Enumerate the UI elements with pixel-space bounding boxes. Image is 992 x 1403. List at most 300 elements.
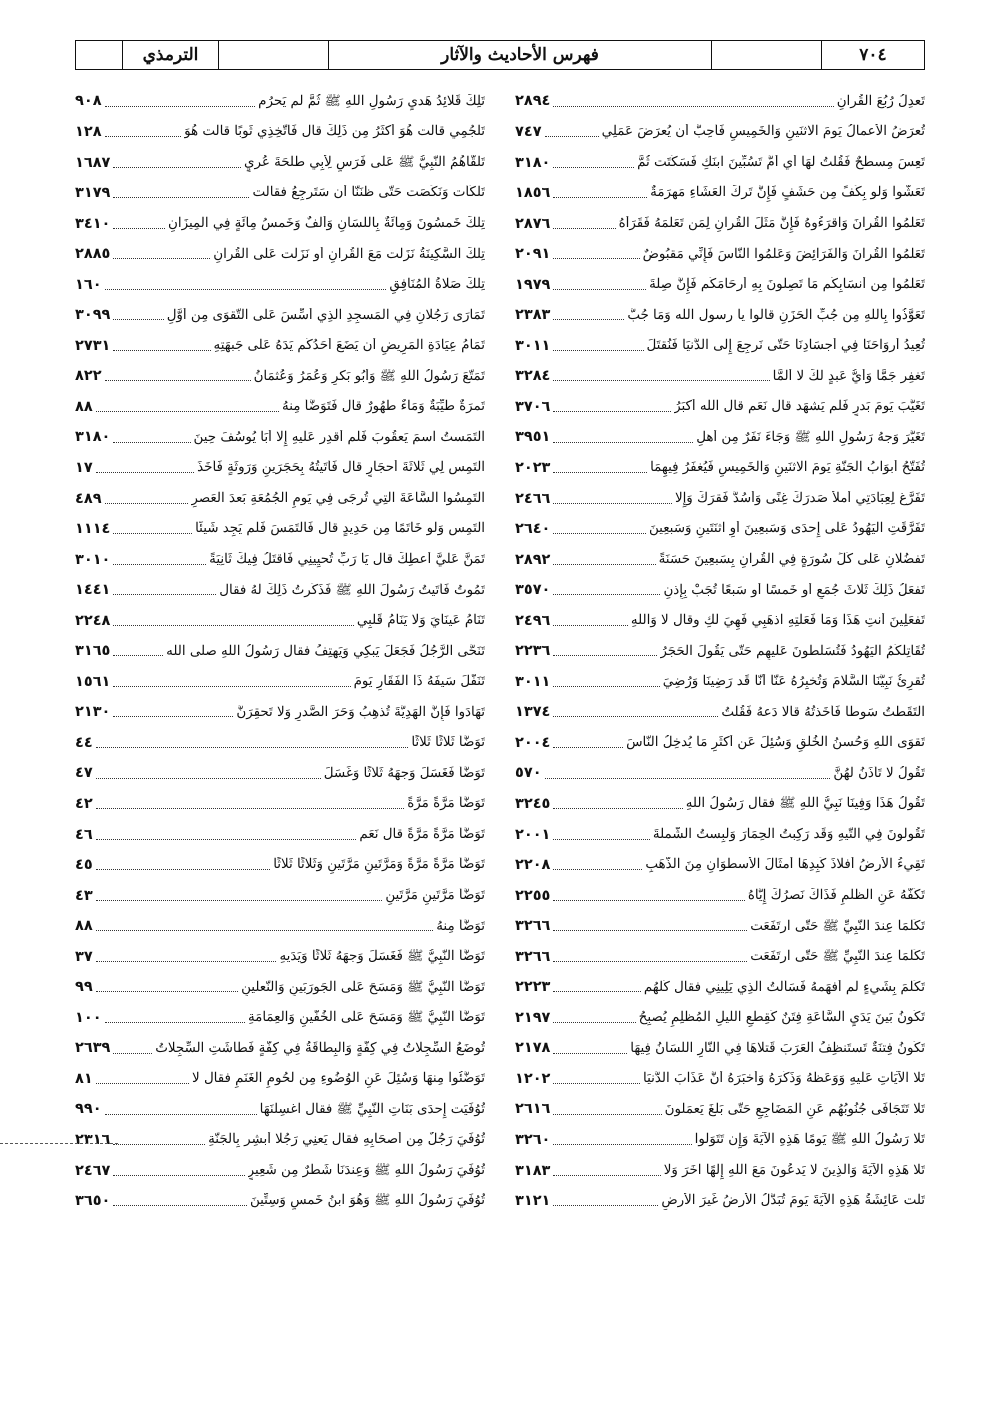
index-entry	[515, 909, 925, 940]
entry-text: تَنَامُ عَينَايَ وَلَا يَنَامُ قَلبِي	[356, 613, 485, 629]
dot-leader	[553, 900, 744, 901]
hadith-number: ٨٨	[75, 918, 93, 935]
hadith-number: ٥٧٠	[515, 765, 542, 782]
index-entry	[515, 1092, 925, 1123]
hadith-number: ٢٢٠٨	[515, 857, 551, 874]
dot-leader	[96, 930, 434, 931]
entry-text: تَلَكَّأَت وَنَكَصَت حَتَّى ظَنَنَّا أَن سَتَرجِعُ فقالت	[252, 185, 485, 201]
hadith-number: ٢٤٦٦	[515, 490, 551, 507]
entry-text: تُعرَضُ الأَعمالُ يَومَ الاثنَينِ وَالخَمِيسِ فَأُحِبُّ أَن يُعرَضَ عَمَلِي	[601, 124, 925, 140]
dot-leader	[553, 808, 682, 809]
index-entry	[515, 206, 925, 237]
dot-leader	[553, 442, 693, 443]
entry-text: تُعِيدُ أَروَاحَنَا فِي أَجسَادِنَا حَتَّى نَرجِعَ إِلَى الدُّنيَا فَنُقتَلَ	[646, 338, 925, 354]
hadith-number: ٣٠١٠	[75, 551, 111, 568]
dot-leader	[113, 442, 190, 443]
dot-leader	[96, 839, 357, 840]
dot-leader	[553, 1022, 635, 1023]
index-entry	[75, 206, 485, 237]
dot-leader	[553, 961, 747, 962]
index-entry	[515, 725, 925, 756]
dot-leader	[96, 991, 238, 992]
hadith-number: ٣٢٤٥	[515, 796, 551, 812]
entry-text: تُوُفِّيَت إِحدَى بَنَاتِ النَّبِيِّ ﷺ فقال اغسِلنَهَا	[259, 1101, 485, 1117]
entry-text: تَعَشَّوا وَلَو بِكَفٍّ مِن حَشَفٍ فَإِنَّ تَركَ العَشَاءِ مَهرَمَةٌ	[650, 185, 925, 201]
page-number: ٧٠٤	[821, 41, 924, 69]
index-entry	[515, 512, 925, 543]
index-entry	[515, 451, 925, 482]
index-entry	[75, 756, 485, 787]
hadith-number: ١٤٤١	[75, 582, 111, 599]
dot-leader	[553, 350, 643, 351]
entry-text: تَوَضَّأ مِنهُ	[436, 918, 485, 934]
dot-leader	[96, 1083, 189, 1084]
hadith-number: ٢٨٩٤	[515, 93, 551, 110]
dot-leader	[553, 594, 660, 595]
entry-text: تُقَاتِلُكُمُ اليَهُودُ فَتُسَلَّطُونَ عَلَيهِم حَتَّى يَقُولَ الحَجَرُ	[660, 643, 925, 659]
hadith-number: ٨٨	[75, 398, 93, 415]
index-entry	[75, 237, 485, 268]
hadith-number: ٢٧٣١	[75, 337, 111, 354]
entry-text: تَغَيَّبَ يَومَ بَدرٍ فَلَم يَشهَد قال نَعَم قال الله أَكبَرُ	[674, 399, 925, 415]
hadith-number: ٣٩٥١	[515, 429, 551, 446]
index-entry	[75, 1092, 485, 1123]
hadith-number: ٢٨٩٢	[515, 551, 551, 568]
dot-leader	[553, 472, 647, 473]
index-entry	[75, 634, 485, 665]
header-spacer	[711, 41, 821, 69]
page-title: فهرس الأحاديث والآثار	[328, 41, 711, 69]
dot-leader	[553, 991, 640, 992]
index-entry	[75, 176, 485, 207]
index-entry	[515, 573, 925, 604]
dot-leader	[553, 533, 646, 534]
index-entry	[515, 1031, 925, 1062]
index-entry	[75, 512, 485, 543]
hadith-number: ٣١٨٠	[75, 429, 111, 446]
hadith-number: ٢٤٩٦	[515, 612, 551, 629]
dot-leader	[105, 289, 387, 290]
dot-leader	[553, 380, 769, 381]
hadith-number: ٤٨٩	[75, 490, 102, 507]
hadith-number: ٣١٦٥	[75, 643, 111, 660]
entry-text: تَمُوتُ فَأَتَيتُ رَسُولَ اللهِ ﷺ فَذَكَرتُ ذَلِكَ لَهُ فقال	[219, 582, 485, 598]
dot-leader	[113, 655, 163, 656]
entry-text: تَوَضَّأَ مَرَّةً مَرَّةً	[407, 796, 485, 812]
entry-text: التَقَطتُ سَوطًا فَأَخَذتُهُ قالا دَعهُ فَقُلتُ	[721, 704, 925, 720]
hadith-number: ٢٢٤٨	[75, 612, 111, 629]
entry-text: تَكُونُ بَينَ يَدَيِ السَّاعَةِ فِتَنٌ كَقِطَعِ اللَّيلِ المُظلِمِ يُصبِحُ	[638, 1010, 925, 1026]
entry-text: تَوَضَّأَ مَرَّةً مَرَّةً وَمَرَّتَينِ مَرَّتَينِ وَثَلَاثًا ثَلَاثًا	[273, 857, 485, 873]
index-entry	[515, 1153, 925, 1184]
index-entry	[515, 664, 925, 695]
index-entry	[515, 1000, 925, 1031]
entry-text: تَوَضَّأَ النَّبِيُّ ﷺ وَمَسَحَ عَلَى الجَورَبَينِ وَالنَّعلَينِ	[241, 979, 485, 995]
hadith-number: ٨٢٢	[75, 368, 102, 385]
entry-text: تَقِيءُ الأَرضُ أَفلَاذَ كَبِدِهَا أَمثَالَ الأُسطُوَانِ مِنَ الذَّهَبِ	[645, 857, 925, 873]
hadith-number: ٢٣١٦	[75, 1132, 111, 1149]
entry-text: التَمِس لِي ثَلَاثَةَ أَحجَارٍ قال فَأَتَيتُهُ بِحَجَرَينِ وَرَوثَةٍ فَأَخَذَ	[197, 460, 485, 476]
book-name: الترمذي	[122, 41, 218, 69]
index-entry	[75, 298, 485, 329]
entry-text: تَمرَةٌ طَيِّبَةٌ وَمَاءٌ طَهُورٌ قال فَتَوَضَّأَ مِنهُ	[282, 399, 485, 415]
dot-leader	[553, 1083, 640, 1084]
dot-leader	[96, 778, 321, 779]
entry-text: تَوَضَّأَ ثَلَاثًا ثَلَاثًا	[411, 735, 485, 751]
entry-text: تَعَلَّمُوا القُرآنَ وَالفَرَائِضَ وَعَلِّمُوا النَّاسَ فَإِنِّي مَقبُوضٌ	[642, 246, 925, 262]
index-entry	[75, 909, 485, 940]
hadith-number: ٢٤٦٧	[75, 1162, 111, 1179]
dot-leader	[553, 411, 671, 412]
hadith-number: ٣١٧٩	[75, 185, 111, 202]
entry-text: تَغفِر جَمًّا وَأَيُّ عَبدٍ لَكَ لَا أَلَمَّا	[772, 368, 925, 384]
index-entry	[515, 84, 925, 115]
entry-text: تَمَامُ عِيَادَةِ المَرِيضِ أَن يَضَعَ أَحَدُكُم يَدَهُ عَلَى جَبهَتِهِ	[213, 338, 485, 354]
index-entry	[75, 267, 485, 298]
hadith-number: ٣٧	[75, 948, 93, 965]
entry-text: تَقُولُ لَا تَأذَنُ لَهُنَّ	[833, 765, 925, 781]
dot-leader	[113, 564, 206, 565]
dot-leader	[113, 594, 216, 595]
hadith-number: ٣٠٩٩	[75, 307, 111, 324]
index-entry	[515, 359, 925, 390]
entry-text: تَنَحَّى الرَّجُلُ فَجَعَلَ يَبكِي وَيَهتِفُ فقال رَسُولُ اللهِ صلى الله	[166, 643, 485, 659]
index-entry	[75, 878, 485, 909]
dot-leader	[105, 106, 256, 107]
hadith-number: ٢٠٠١	[515, 826, 551, 843]
entry-text: تَعَلَّمُوا مِن أَنسَابِكُم مَا تَصِلُونَ بِهِ أَرحَامَكُم فَإِنَّ صِلَةَ	[649, 277, 925, 293]
entry-text: تَفضُلانِ عَلَى كُلِّ سُورَةٍ فِي القُرآنِ بِسَبعِينَ حَسَنَةً	[658, 552, 925, 567]
hadith-number: ٢٠٩١	[515, 246, 551, 263]
entry-text: تَفعَلُ ذَلِكَ ثَلَاثَ جُمَعٍ أَو خَمسًا أَو سَبعًا تُجَبْ بِإِذنِ	[663, 582, 925, 598]
dot-leader	[113, 1205, 247, 1206]
dot-leader	[96, 411, 279, 412]
hadith-number: ١٩٧٩	[515, 276, 551, 293]
dot-leader	[553, 1114, 661, 1115]
hadith-number: ٢١٣٠	[75, 704, 111, 721]
entry-text: تَلَا هَذِهِ الآيَةَ وَالَّذِينَ لَا يَدعُونَ مَعَ اللهِ إِلَهًا آخَرَ وَلَا	[663, 1162, 925, 1178]
hadith-number: ١٢٠٢	[515, 1070, 551, 1087]
entry-text: تَوَضَّأَ النَّبِيُّ ﷺ وَمَسَحَ عَلَى الخُفَّينِ وَالعِمَامَةِ	[247, 1010, 485, 1026]
entry-text: تَقُولُونَ فِي التَّيهِ وَقَد رَكِبتُ الحِمَارَ وَلَبِستُ الشَّملَةَ	[652, 826, 925, 842]
dot-leader	[96, 747, 409, 748]
hadith-number: ١١١٤	[75, 521, 111, 538]
hadith-number: ٢٢٥٥	[515, 887, 551, 904]
hadith-number: ٣١٨٠	[515, 154, 551, 171]
header-spacer	[218, 41, 328, 69]
index-columns	[75, 84, 925, 1284]
entry-text: تَوَضَّأَ مَرَّتَينِ مَرَّتَينِ	[385, 888, 485, 904]
hadith-number: ٣١٢١	[515, 1193, 551, 1210]
entry-text: تَلَا رَسُولُ اللهِ ﷺ يَومًا هَذِهِ الآيَةَ وَإِن تَتَوَلَّوا	[694, 1132, 925, 1148]
index-entry	[75, 1153, 485, 1184]
entry-text: تَوَضَّأَ مَرَّةً مَرَّةً قال نَعَم	[359, 826, 485, 842]
entry-text: تَغَيَّرَ وَجهُ رَسُولِ اللهِ ﷺ وَجَاءَ نَفَرٌ مِن أَهلِ	[696, 429, 925, 445]
index-entry	[515, 389, 925, 420]
dot-leader	[113, 716, 233, 717]
index-entry	[515, 145, 925, 176]
entry-text: التَمِس وَلَو خَاتَمًا مِن حَدِيدٍ قال فَالتَمَسَ فَلَم يَجِد شَيئًا	[195, 521, 485, 537]
entry-text: تَكَلَّمَا عِندَ النَّبِيِّ ﷺ حَتَّى ارتَفَعَت	[750, 918, 925, 934]
hadith-number: ٣٥٧٠	[515, 582, 551, 599]
hadith-number: ٩٠٨	[75, 93, 102, 110]
hadith-number: ٩٩	[75, 979, 93, 996]
hadith-number: ٢٨٧٦	[515, 215, 551, 232]
entry-text: تَعَلَّمُوا القُرآنَ وَاقرَءُوهُ فَإِنَّ مَثَلَ القُرآنِ لِمَن تَعَلَّمَهُ فَقَرَأَهُ	[618, 215, 925, 231]
entry-text: تُفَتَّحُ أَبوَابُ الجَنَّةِ يَومَ الاثنَينِ وَالخَمِيسِ فَيُغفَرُ فِيهِمَا	[650, 460, 925, 476]
index-entry	[75, 420, 485, 451]
index-entry	[75, 603, 485, 634]
dot-leader	[113, 258, 210, 259]
hadith-number: ٢٢٣٦	[515, 643, 551, 660]
hadith-number: ١٠٠	[75, 1009, 102, 1026]
hadith-number: ٢٠٢٣	[515, 459, 551, 476]
dot-leader	[553, 167, 634, 168]
dot-leader	[553, 686, 659, 687]
dot-leader	[553, 289, 646, 290]
index-entry	[515, 695, 925, 726]
hadith-number: ٢٦٣٩	[75, 1040, 111, 1057]
dot-leader	[105, 136, 182, 137]
hadith-number: ٤٣	[75, 887, 93, 904]
index-entry	[75, 1184, 485, 1215]
dot-leader	[113, 167, 241, 168]
hadith-number: ١٦٨٧	[75, 154, 111, 171]
entry-text: تِلكَ السَّكِينَةُ نَزَلَت مَعَ القُرآنِ أَو نَزَلَت عَلَى القُرآنِ	[213, 246, 485, 262]
hadith-number: ٣٦٥٠	[75, 1193, 111, 1210]
hadith-number: ٣٤١٠	[75, 215, 111, 232]
index-entry	[515, 787, 925, 818]
index-entry	[75, 1123, 485, 1154]
dot-leader	[96, 900, 383, 901]
index-entry	[75, 1031, 485, 1062]
index-entry	[515, 328, 925, 359]
index-entry	[515, 1062, 925, 1093]
entry-text: تَفعَلِينَ أَنتِ هَذَا وَمَا فَعَلتِهِ اذهَبِي فَهِيَ لَكِ وقال لَا وَاللهِ	[630, 613, 925, 629]
dot-leader	[96, 808, 405, 809]
index-entry	[515, 420, 925, 451]
dot-leader	[553, 1053, 627, 1054]
index-entry	[75, 725, 485, 756]
dot-leader	[113, 625, 354, 626]
entry-text: تَمَنَّ عَلَيَّ أُعطِكَ قال يَا رَبِّ تُحيِينِي فَأُقتَلُ فِيكَ ثَانِيَةً	[209, 552, 485, 567]
hadith-number: ٩٩٠	[75, 1101, 102, 1118]
entry-text: تَلِكَ قَلَائِدُ هَديِ رَسُولِ اللهِ ﷺ ثُمَّ لَم يَحرُم	[258, 93, 485, 109]
hadith-number: ٣٢٦٦	[515, 948, 551, 965]
index-entry	[75, 1062, 485, 1093]
index-entry	[75, 787, 485, 818]
index-entry	[515, 176, 925, 207]
hadith-number: ١٦٠	[75, 276, 102, 293]
hadith-number: ٧٤٧	[515, 123, 542, 140]
hadith-number: ٤٤	[75, 734, 93, 751]
hadith-number: ٢١٧٨	[515, 1040, 551, 1057]
entry-text: تَقوَى اللهِ وَحُسنُ الخُلُقِ وَسُئِلَ عَن أَكثَرِ مَا يُدخِلُ النَّاسَ	[626, 735, 925, 751]
dot-leader	[553, 228, 615, 229]
dot-leader	[553, 258, 639, 259]
entry-text: تَلَت عَائِشَةُ هَذِهِ الآيَةَ يَومَ تُبَدَّلُ الأَرضُ غَيرَ الأَرضِ	[661, 1193, 925, 1209]
entry-text: تُوُفِّيَ رَجُلٌ مِن أَصحَابِهِ فقال يَعنِي رَجُلًا أَبشِر بِالجَنَّةِ	[208, 1132, 485, 1148]
entry-text: تَكُفُّهُ عَنِ الظُّلمِ فَذَاكَ نَصرُكَ إِيَّاهُ	[747, 888, 925, 904]
entry-text: التَمَستُ اسمَ يَعقُوبَ فَلَم أَقدِر عَلَيهِ إِلَّا أَبَا يُوسُفَ حِينَ	[193, 429, 485, 445]
hadith-number: ٤٥	[75, 857, 93, 874]
index-entry	[75, 939, 485, 970]
entry-text: تَوَضَّئُوا مِنهَا وَسُئِلَ عَنِ الوُضُوءِ مِن لُحُومِ الغَنَمِ فقال لَا	[192, 1071, 485, 1087]
index-entry	[515, 237, 925, 268]
hadith-number: ٢١٩٧	[515, 1009, 551, 1026]
entry-text: تَعدِلُ رُبُعَ القُرآنِ	[836, 93, 925, 109]
entry-text: تَقُولُ هَذَا وَفِينَا نَبِيُّ اللهِ ﷺ فقال رَسُولُ اللهِ	[685, 796, 925, 812]
hadith-number: ١٨٥٦	[515, 185, 551, 202]
hadith-number: ٢٠٠٤	[515, 734, 551, 751]
dot-leader	[113, 1053, 152, 1054]
dot-leader	[553, 747, 623, 748]
index-entry	[75, 848, 485, 879]
entry-text: تَفَرَّقَتِ اليَهُودُ عَلَى إِحدَى وَسَبعِينَ أَوِ اثنَتَينِ وَسَبعِينَ	[648, 521, 925, 537]
entry-text: تَمَارَى رَجُلَانِ فِي المَسجِدِ الَّذِي أُسِّسَ عَلَى التَّقوَى مِن أَوَّلِ	[166, 307, 485, 323]
header-spacer	[76, 41, 122, 69]
hadith-number: ٢٢٢٣	[515, 979, 551, 996]
entry-text: تَكَلَّمَ بِشَيءٍ لَم أَفهَمهُ فَسَأَلتُ الَّذِي يَلِينِي فقال كُلُّهُم	[643, 979, 925, 995]
hadith-number: ٢٦٤٠	[515, 521, 551, 538]
index-entry	[515, 115, 925, 146]
index-entry	[75, 359, 485, 390]
hadith-number: ٢٣٨٣	[515, 307, 551, 324]
hadith-number: ٤٢	[75, 796, 93, 812]
hadith-number: ٨١	[75, 1070, 93, 1087]
right-column	[515, 84, 925, 1284]
dot-leader	[113, 686, 350, 687]
dot-leader	[113, 1144, 205, 1145]
hadith-number: ١٧	[75, 459, 93, 476]
entry-text: تَفَرَّغ لِعِبَادَتِي أَملأ صَدرَكَ غِنًى وَأَسُدَّ فَقرَكَ وَإِلَّا	[674, 490, 925, 506]
dot-leader	[553, 106, 833, 107]
entry-text: تَنَفَّلَ سَيفَهُ ذَا الفَقَارِ يَومَ	[353, 674, 485, 690]
hadith-number: ٣٢٦٦	[515, 918, 551, 935]
entry-text: تِلكَ خَمسُونَ وَمِائَةٌ بِاللِّسَانِ وَأَلفٌ وَخَمسُ مِائَةٍ فِي المِيزَانِ	[168, 215, 485, 231]
index-entry	[515, 1184, 925, 1215]
index-entry	[515, 878, 925, 909]
hadith-number: ٣١٨٣	[515, 1162, 551, 1179]
hadith-number: ٣٧٠٦	[515, 398, 551, 415]
index-entry	[75, 695, 485, 726]
dot-leader	[105, 380, 251, 381]
index-entry	[75, 970, 485, 1001]
entry-text: تُوُفِّيَ رَسُولُ اللهِ ﷺ وَهُوَ ابنُ خَمسٍ وَسِتِّينَ	[249, 1193, 485, 1209]
hadith-number: ١٥٦١	[75, 673, 111, 690]
dot-leader	[113, 1175, 244, 1176]
index-entry	[515, 817, 925, 848]
index-entry	[515, 970, 925, 1001]
entry-text: تَهَادَوا فَإِنَّ الهَدِيَّةَ تُذهِبُ وَحَرَ الصَّدرِ وَلَا تَحقِرَنَّ	[236, 704, 485, 720]
dot-leader	[553, 869, 642, 870]
index-entry	[515, 939, 925, 970]
dot-leader	[553, 564, 655, 565]
dot-leader	[553, 655, 657, 656]
entry-text: تَلَا الآيَاتِ عَلَيهِ وَوَعَظَهُ وَذَكَّرَهُ وَأَخبَرَهُ أَنَّ عَذَابَ الدُّنيَا	[643, 1071, 925, 1087]
index-entry	[515, 542, 925, 573]
entry-text: تَعَوَّذُوا بِاللهِ مِن جُبِّ الحَزَنِ قالوا يا رسول الله وَمَا جُبُّ	[627, 307, 925, 323]
hadith-number: ٣٢٨٤	[515, 368, 551, 385]
entry-text: تَلَقَّاهُمُ النَّبِيُّ ﷺ عَلَى فَرَسٍ لِأَبِي طَلحَةَ عُريٍ	[243, 154, 485, 170]
entry-text: تَلَا تَتَجَافَى جُنُوبُهُم عَنِ المَضَاجِعِ حَتَّى بَلَغَ يَعمَلُونَ	[664, 1101, 925, 1117]
dot-leader	[96, 472, 194, 473]
dot-leader	[553, 319, 624, 320]
index-entry	[515, 1123, 925, 1154]
dot-leader	[553, 1205, 658, 1206]
dot-leader	[113, 319, 163, 320]
entry-text: تُوضَعُ السِّجِلَّاتُ فِي كِفَّةٍ وَالبِطَاقَةُ فِي كِفَّةٍ فَطَاشَتِ السِّجِلَّاتُ	[155, 1040, 485, 1056]
dot-leader	[553, 716, 718, 717]
hadith-number: ١٢٨	[75, 123, 102, 140]
dot-leader	[553, 1144, 691, 1145]
entry-text: تَعِسَ مِسطَحٌ فَقُلتُ لَهَا أَي أُمَّ تَسُبِّينَ ابنَكِ فَسَكَتَت ثُمَّ	[637, 154, 925, 170]
index-entry	[75, 84, 485, 115]
hadith-number: ٣٠١١	[515, 337, 551, 354]
hadith-number: ٢٨٨٥	[75, 246, 111, 263]
index-entry	[75, 451, 485, 482]
dot-leader	[113, 350, 210, 351]
index-entry	[75, 145, 485, 176]
dot-leader	[113, 533, 192, 534]
index-entry	[515, 481, 925, 512]
index-entry	[75, 328, 485, 359]
index-entry	[515, 267, 925, 298]
entry-text: تِلكَ صَلَاةُ المُنَافِقِ	[389, 277, 485, 293]
hadith-number: ٤٧	[75, 765, 93, 782]
dot-leader	[105, 1114, 257, 1115]
dot-leader	[553, 197, 647, 198]
left-column	[75, 84, 485, 1284]
index-entry	[75, 115, 485, 146]
index-entry	[75, 481, 485, 512]
fold-mark	[0, 1143, 118, 1144]
entry-text: تُقرِئُ نَبِيَّنَا السَّلَامَ وَتُخبِرُهُ عَنَّا أَنَّا قَد رَضِينَا وَرُضِيَ	[662, 674, 925, 690]
entry-text: تَمَتَّعَ رَسُولُ اللهِ ﷺ وَأَبُو بَكرٍ وَعُمَرُ وَعُثمَانُ	[253, 368, 485, 384]
dot-leader	[553, 930, 747, 931]
index-entry	[75, 1000, 485, 1031]
hadith-number: ٤٦	[75, 826, 93, 843]
entry-text: تَوَضَّأَ النَّبِيُّ ﷺ فَغَسَلَ وَجهَهُ ثَلَاثًا وَيَدَيهِ	[279, 949, 485, 965]
hadith-number: ١٣٧٤	[515, 704, 551, 721]
index-entry	[75, 664, 485, 695]
hadith-number: ٣٢٦٠	[515, 1132, 551, 1149]
index-entry	[75, 542, 485, 573]
entry-text: تَوَضَّأَ فَغَسَلَ وَجهَهُ ثَلَاثًا وَغَسَلَ	[323, 765, 485, 781]
entry-text: تَلجُمِي قالت هُوَ أَكثَرُ مِن ذَلِكَ قال فَاتَّخِذِي ثَوبًا قالت هُوَ	[184, 124, 485, 140]
dot-leader	[105, 1022, 245, 1023]
dot-leader	[545, 778, 831, 779]
index-entry	[75, 573, 485, 604]
dot-leader	[113, 228, 165, 229]
index-entry	[515, 848, 925, 879]
dot-leader	[553, 625, 628, 626]
dot-leader	[553, 1175, 660, 1176]
entry-text: تُوُفِّيَ رَسُولُ اللهِ ﷺ وَعِندَنَا شَطرٌ مِن شَعِيرٍ	[247, 1162, 485, 1178]
hadith-number: ٣٠١١	[515, 673, 551, 690]
index-entry	[515, 756, 925, 787]
dot-leader	[105, 503, 189, 504]
entry-text: تَكُونُ فِتنَةٌ تَستَنظِفُ العَرَبَ قَتلَاهَا فِي النَّارِ اللِّسَانُ فِيهَا	[630, 1040, 925, 1056]
index-entry	[515, 634, 925, 665]
index-entry	[75, 817, 485, 848]
dot-leader	[96, 961, 277, 962]
index-entry	[515, 298, 925, 329]
entry-text: تَكَلَّمَا عِندَ النَّبِيِّ ﷺ حَتَّى ارتَفَعَت	[750, 949, 925, 965]
dot-leader	[553, 503, 672, 504]
page-header	[75, 40, 925, 70]
dot-leader	[553, 839, 649, 840]
